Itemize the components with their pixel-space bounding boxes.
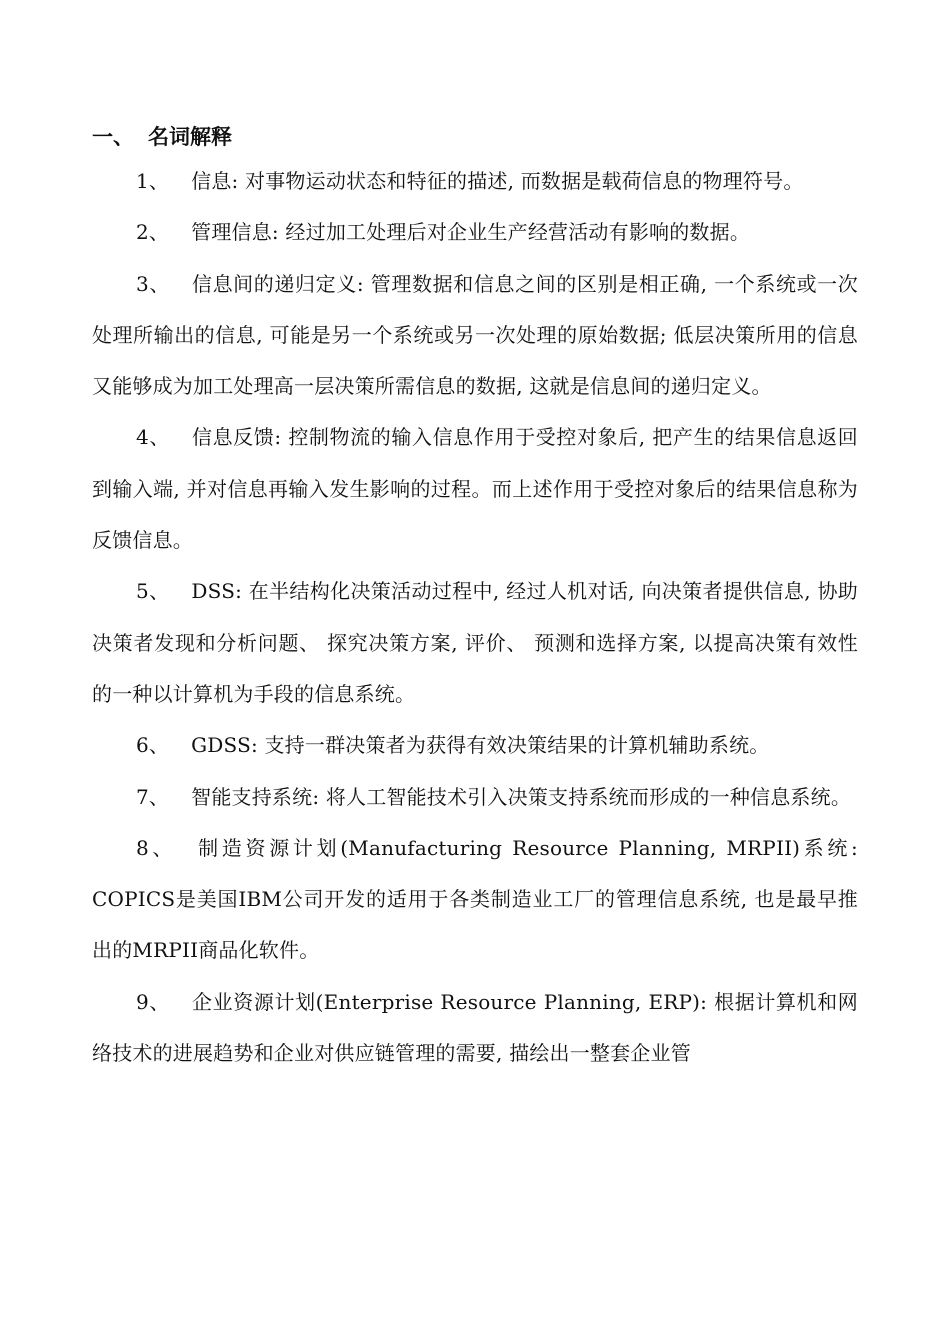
item-index: 9、 xyxy=(136,989,170,1014)
definition-item xyxy=(92,412,858,566)
item-index: 8、 xyxy=(136,835,177,860)
item-index: 5、 xyxy=(136,579,170,604)
item-index: 3、 xyxy=(136,271,170,296)
item-text: 信息反馈: 控制物流的输入信息作用于受控对象后, 把产生的结果信息返回到输入端, 并对信息再输入发生影响的过程。而上述作用于受控对象后的结果信息称为反馈信息。 xyxy=(92,425,858,553)
item-text: 智能支持系统: 将人工智能技术引入决策支持系统而形成的一种信息系统。 xyxy=(191,784,852,809)
item-text: 信息间的递归定义: 管理数据和信息之间的区别是相正确, 一个系统或一次处理所输出的信息, 可能是另一个系统或另一次处理的原始数据; 低层决策所用的信息又能够成为加工处理高一层决策所需信息的数据, 这就是信息间的递归定义。 xyxy=(92,271,858,399)
item-index: 2、 xyxy=(136,220,170,245)
definition-item xyxy=(92,156,858,207)
item-index: 7、 xyxy=(136,784,170,809)
definition-item xyxy=(92,720,858,771)
definition-item xyxy=(92,823,858,977)
section-number: 一、 xyxy=(92,125,134,149)
definition-item xyxy=(92,977,858,1080)
item-index: 1、 xyxy=(136,169,170,193)
definition-item xyxy=(92,566,858,720)
definition-item xyxy=(92,207,858,258)
definition-item xyxy=(92,772,858,823)
definition-item xyxy=(92,259,858,413)
item-text: 管理信息: 经过加工处理后对企业生产经营活动有影响的数据。 xyxy=(191,220,751,245)
document-page xyxy=(92,118,858,1079)
item-text: 信息: 对事物运动状态和特征的描述, 而数据是载荷信息的物理符号。 xyxy=(191,169,804,193)
section-title: 名词解释 xyxy=(148,125,232,149)
item-text: 制造资源计划(Manufacturing Resource Planning, MRPII)系统: COPICS是美国IBM公司开发的适用于各类制造业工厂的管理信息系统, 也是最早推出的MRPII商品化软件。 xyxy=(92,835,858,963)
item-index: 4、 xyxy=(136,425,170,450)
item-index: 6、 xyxy=(136,733,170,758)
item-text: DSS: 在半结构化决策活动过程中, 经过人机对话, 向决策者提供信息, 协助决策者发现和分析问题、 探究决策方案, 评价、 预测和选择方案, 以提高决策有效性的一种以计算机为手段的信息系统。 xyxy=(92,579,858,706)
item-text: 企业资源计划(Enterprise Resource Planning, ERP): 根据计算机和网络技术的进展趋势和企业对供应链管理的需要, 描绘出一整套企业管 xyxy=(92,989,858,1066)
section-heading xyxy=(92,118,858,156)
item-text: GDSS: 支持一群决策者为获得有效决策结果的计算机辅助系统。 xyxy=(191,733,770,758)
